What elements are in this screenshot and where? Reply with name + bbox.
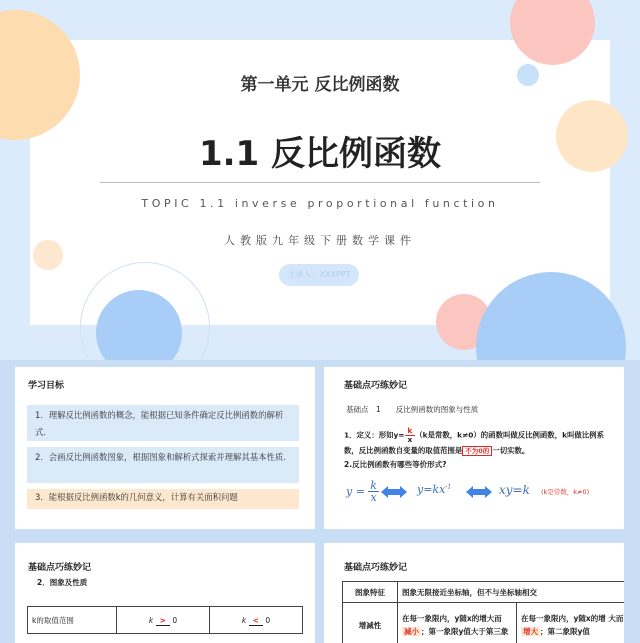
k-negative-cell [210,607,303,634]
k-zero: 0 [265,616,270,625]
goal-item-1 [27,405,299,441]
graph-title: 基础点巧练妙记 [28,560,91,573]
k-positive-op: > [156,616,170,626]
features-title: 基础点巧练妙记 [344,560,407,573]
form-fraction [346,480,379,503]
def-part-3: 一切实数。 [492,446,529,455]
form1-fraction [368,480,378,503]
mono-a1: 在每一象限内，y随x的增大而 [402,614,502,623]
fraction-inline [405,427,416,444]
double-arrow-icon [381,486,407,498]
author-pill: 主讲人：XXXPPT [279,264,359,286]
form-power [417,483,451,496]
graph-features-slide [324,543,624,643]
form1-den: x [368,491,378,503]
graph-properties-slide [15,543,315,643]
form-note: (k是常数，k≠0) [541,487,589,496]
form2-exponent: -1 [445,483,451,490]
k-symbol: k [149,616,153,625]
mono-b-highlight: 增大 [521,627,540,636]
forms-question: 2.反比例函数有哪些等价形式? [344,459,446,470]
unit-title: 第一单元 反比例函数 [0,70,640,95]
k-symbol: k [242,616,246,625]
k-range-table [27,606,303,634]
def-part-2: （k是常数，k≠0）的函数叫做反比例函数，k叫做比例系数，反比例函数自变量的取值范围是 [344,431,604,456]
fraction-numerator: k [405,427,416,435]
feature-label: 图象特征 [343,582,398,603]
goal-item-2 [27,447,299,483]
graph-subtitle: 2．图象及性质 [37,577,87,588]
basics-definition-slide [324,367,624,529]
main-title: 1.1 反比例函数 [0,126,640,175]
basics-title: 基础点巧练妙记 [344,378,407,391]
goal-item-text: 1．理解反比例函数的概念，能根据已知条件确定反比例函数的解析式． [35,410,283,437]
goal-item-3 [27,489,299,509]
learning-goals-slide [15,367,315,529]
form-product: xy=k [499,483,530,497]
k-range-header: k的取值范围 [28,607,117,634]
mono-b3: ；第二象限y值 [540,627,590,636]
k-zero: 0 [172,616,177,625]
fraction-denominator: x [405,435,416,444]
course-label: 人教版九年级下册数学课件 [0,232,640,248]
monotonic-label: 增减性 [343,603,398,643]
monotonic-negative [517,603,625,643]
title-divider [100,182,540,183]
mono-a-highlight: 减小 [402,627,421,636]
goal-item-text: 2．会画反比例函数图象，根据图象和解析式探索并理解其基本性质. [35,452,286,462]
mono-b1: 在每一象限内，y随x的增 [521,614,606,623]
goals-title: 学习目标 [28,378,64,391]
topic-subtitle: TOPIC 1.1 inverse proportional function [0,197,640,210]
form1-num: k [368,480,378,491]
features-table [342,581,624,643]
feature-text: 图象无限接近坐标轴，但不与坐标轴相交 [398,582,625,603]
k-positive-cell [117,607,210,634]
def-part-1: 1．定义：形如y= [344,431,405,440]
goal-item-text: 3．能根据反比例函数k的几何意义，计算有关面积问题 [35,492,238,502]
double-arrow-icon [466,486,492,498]
form1-lhs: y = [346,485,365,498]
k-negative-op: < [249,616,263,626]
form2-base: y=kx [417,483,445,496]
definition-text [344,427,616,458]
basics-subtitle: 基础点 1 反比例函数的图象与性质 [346,404,478,415]
monotonic-positive [398,603,517,643]
def-highlight: 不为0的 [462,446,492,456]
mono-a2: ；第一象限y值大于第三象 [421,627,508,636]
mono-b2: 大而 [608,614,623,623]
